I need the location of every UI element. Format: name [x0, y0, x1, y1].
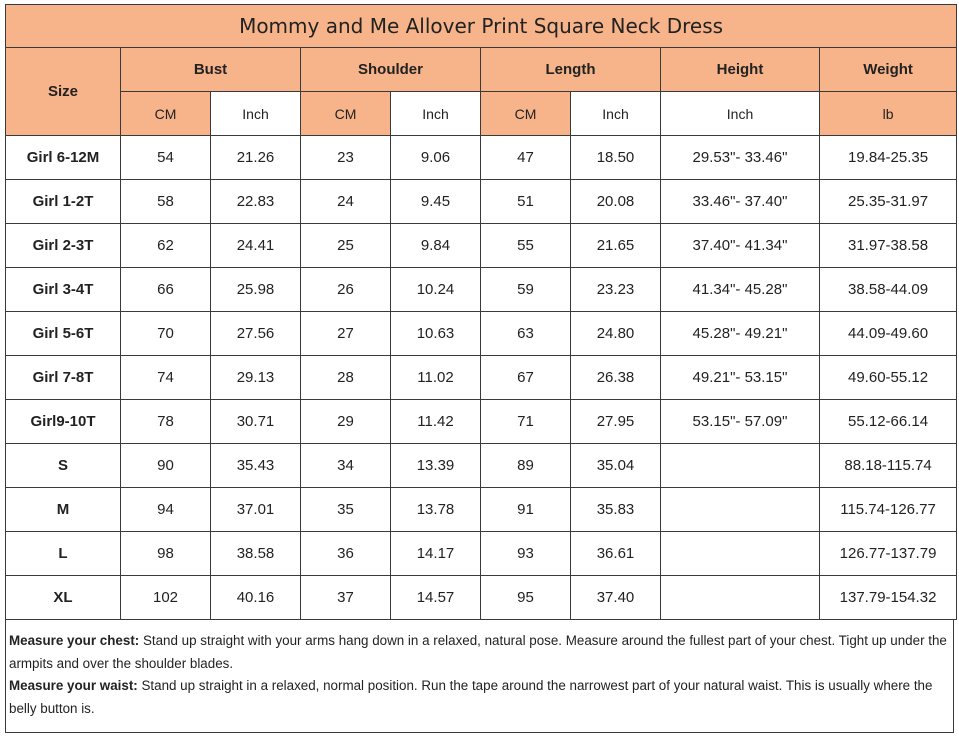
- cell-height-inch: 49.21"- 53.15": [661, 356, 820, 400]
- cell-height-inch: 53.15"- 57.09": [661, 400, 820, 444]
- cell-size: Girl 5-6T: [6, 312, 121, 356]
- header-size: Size: [6, 48, 121, 136]
- cell-length-cm: 93: [481, 532, 571, 576]
- cell-length-inch: 27.95: [571, 400, 661, 444]
- size-rows: [6, 136, 957, 620]
- table-row: [6, 532, 957, 576]
- header-shoulder: Shoulder: [301, 48, 481, 92]
- cell-bust-cm: 58: [121, 180, 211, 224]
- cell-weight-lb: 25.35-31.97: [820, 180, 957, 224]
- cell-shoulder-cm: 25: [301, 224, 391, 268]
- subheader-height-inch: Inch: [661, 92, 820, 136]
- size-chart: [5, 4, 956, 733]
- subheader-length-cm: CM: [481, 92, 571, 136]
- cell-height-inch: [661, 576, 820, 620]
- cell-shoulder-cm: 35: [301, 488, 391, 532]
- header-height: Height: [661, 48, 820, 92]
- cell-length-cm: 89: [481, 444, 571, 488]
- cell-height-inch: 41.34"- 45.28": [661, 268, 820, 312]
- cell-size: M: [6, 488, 121, 532]
- cell-shoulder-cm: 26: [301, 268, 391, 312]
- subheader-weight-lb: lb: [820, 92, 957, 136]
- table-row: [6, 312, 957, 356]
- cell-length-cm: 51: [481, 180, 571, 224]
- waist-note-text: Stand up straight in a relaxed, normal position. Run the tape around the narrowest part of your natural waist. This is usually where the belly button is.: [9, 678, 933, 716]
- cell-height-inch: 33.46"- 37.40": [661, 180, 820, 224]
- cell-length-inch: 35.04: [571, 444, 661, 488]
- cell-height-inch: 45.28"- 49.21": [661, 312, 820, 356]
- cell-bust-cm: 54: [121, 136, 211, 180]
- cell-size: Girl 6-12M: [6, 136, 121, 180]
- cell-height-inch: [661, 444, 820, 488]
- cell-length-cm: 67: [481, 356, 571, 400]
- cell-length-cm: 91: [481, 488, 571, 532]
- cell-size: L: [6, 532, 121, 576]
- cell-shoulder-inch: 9.45: [391, 180, 481, 224]
- cell-bust-inch: 22.83: [211, 180, 301, 224]
- cell-shoulder-inch: 10.24: [391, 268, 481, 312]
- cell-bust-cm: 66: [121, 268, 211, 312]
- table-row: [6, 180, 957, 224]
- cell-weight-lb: 115.74-126.77: [820, 488, 957, 532]
- cell-length-inch: 21.65: [571, 224, 661, 268]
- cell-size: Girl9-10T: [6, 400, 121, 444]
- chest-note-label: Measure your chest:: [9, 633, 140, 648]
- cell-weight-lb: 126.77-137.79: [820, 532, 957, 576]
- size-table: [5, 4, 957, 620]
- header-weight: Weight: [820, 48, 957, 92]
- cell-height-inch: 37.40"- 41.34": [661, 224, 820, 268]
- cell-bust-cm: 102: [121, 576, 211, 620]
- cell-length-cm: 47: [481, 136, 571, 180]
- subheader-length-inch: Inch: [571, 92, 661, 136]
- measurement-notes: [5, 620, 954, 733]
- chest-note-text: Stand up straight with your arms hang down in a relaxed, natural pose. Measure around the fullest part of your chest. Tight up under the armpits and over the shoulder blades.: [9, 633, 947, 671]
- cell-weight-lb: 38.58-44.09: [820, 268, 957, 312]
- cell-length-cm: 95: [481, 576, 571, 620]
- cell-bust-inch: 38.58: [211, 532, 301, 576]
- cell-length-inch: 36.61: [571, 532, 661, 576]
- cell-height-inch: 29.53"- 33.46": [661, 136, 820, 180]
- cell-bust-cm: 74: [121, 356, 211, 400]
- cell-weight-lb: 31.97-38.58: [820, 224, 957, 268]
- cell-length-inch: 37.40: [571, 576, 661, 620]
- waist-note-label: Measure your waist:: [9, 678, 138, 693]
- cell-length-cm: 59: [481, 268, 571, 312]
- cell-weight-lb: 19.84-25.35: [820, 136, 957, 180]
- cell-bust-inch: 40.16: [211, 576, 301, 620]
- cell-length-cm: 63: [481, 312, 571, 356]
- cell-bust-inch: 35.43: [211, 444, 301, 488]
- cell-shoulder-cm: 29: [301, 400, 391, 444]
- subheader-shoulder-inch: Inch: [391, 92, 481, 136]
- cell-bust-cm: 70: [121, 312, 211, 356]
- table-row: [6, 356, 957, 400]
- cell-shoulder-cm: 24: [301, 180, 391, 224]
- cell-size: S: [6, 444, 121, 488]
- cell-weight-lb: 88.18-115.74: [820, 444, 957, 488]
- cell-size: XL: [6, 576, 121, 620]
- cell-size: Girl 2-3T: [6, 224, 121, 268]
- cell-bust-inch: 29.13: [211, 356, 301, 400]
- cell-weight-lb: 44.09-49.60: [820, 312, 957, 356]
- cell-length-inch: 35.83: [571, 488, 661, 532]
- table-row: [6, 136, 957, 180]
- cell-shoulder-inch: 9.84: [391, 224, 481, 268]
- header-length: Length: [481, 48, 661, 92]
- cell-bust-cm: 78: [121, 400, 211, 444]
- cell-shoulder-cm: 28: [301, 356, 391, 400]
- cell-shoulder-inch: 13.78: [391, 488, 481, 532]
- cell-height-inch: [661, 532, 820, 576]
- cell-shoulder-cm: 37: [301, 576, 391, 620]
- cell-length-inch: 23.23: [571, 268, 661, 312]
- cell-bust-inch: 25.98: [211, 268, 301, 312]
- cell-bust-inch: 27.56: [211, 312, 301, 356]
- chart-title: Mommy and Me Allover Print Square Neck Dress: [6, 5, 957, 48]
- cell-length-cm: 55: [481, 224, 571, 268]
- cell-shoulder-inch: 14.57: [391, 576, 481, 620]
- cell-size: Girl 7-8T: [6, 356, 121, 400]
- cell-length-inch: 18.50: [571, 136, 661, 180]
- subheader-shoulder-cm: CM: [301, 92, 391, 136]
- cell-size: Girl 1-2T: [6, 180, 121, 224]
- cell-length-inch: 24.80: [571, 312, 661, 356]
- cell-shoulder-cm: 36: [301, 532, 391, 576]
- cell-shoulder-inch: 11.42: [391, 400, 481, 444]
- cell-shoulder-cm: 27: [301, 312, 391, 356]
- cell-bust-inch: 24.41: [211, 224, 301, 268]
- cell-bust-inch: 30.71: [211, 400, 301, 444]
- cell-weight-lb: 49.60-55.12: [820, 356, 957, 400]
- table-row: [6, 400, 957, 444]
- table-row: [6, 488, 957, 532]
- cell-bust-inch: 21.26: [211, 136, 301, 180]
- table-row: [6, 576, 957, 620]
- cell-shoulder-inch: 10.63: [391, 312, 481, 356]
- cell-bust-cm: 98: [121, 532, 211, 576]
- cell-length-inch: 26.38: [571, 356, 661, 400]
- cell-shoulder-cm: 23: [301, 136, 391, 180]
- cell-length-inch: 20.08: [571, 180, 661, 224]
- header-bust: Bust: [121, 48, 301, 92]
- table-row: [6, 224, 957, 268]
- cell-length-cm: 71: [481, 400, 571, 444]
- subheader-bust-inch: Inch: [211, 92, 301, 136]
- cell-weight-lb: 55.12-66.14: [820, 400, 957, 444]
- cell-shoulder-inch: 11.02: [391, 356, 481, 400]
- cell-shoulder-inch: 9.06: [391, 136, 481, 180]
- cell-size: Girl 3-4T: [6, 268, 121, 312]
- cell-shoulder-inch: 14.17: [391, 532, 481, 576]
- table-row: [6, 268, 957, 312]
- cell-shoulder-inch: 13.39: [391, 444, 481, 488]
- chest-note: [9, 630, 949, 675]
- subheader-bust-cm: CM: [121, 92, 211, 136]
- cell-weight-lb: 137.79-154.32: [820, 576, 957, 620]
- cell-shoulder-cm: 34: [301, 444, 391, 488]
- cell-height-inch: [661, 488, 820, 532]
- cell-bust-cm: 62: [121, 224, 211, 268]
- cell-bust-inch: 37.01: [211, 488, 301, 532]
- waist-note: [9, 675, 949, 720]
- table-row: [6, 444, 957, 488]
- cell-bust-cm: 94: [121, 488, 211, 532]
- cell-bust-cm: 90: [121, 444, 211, 488]
